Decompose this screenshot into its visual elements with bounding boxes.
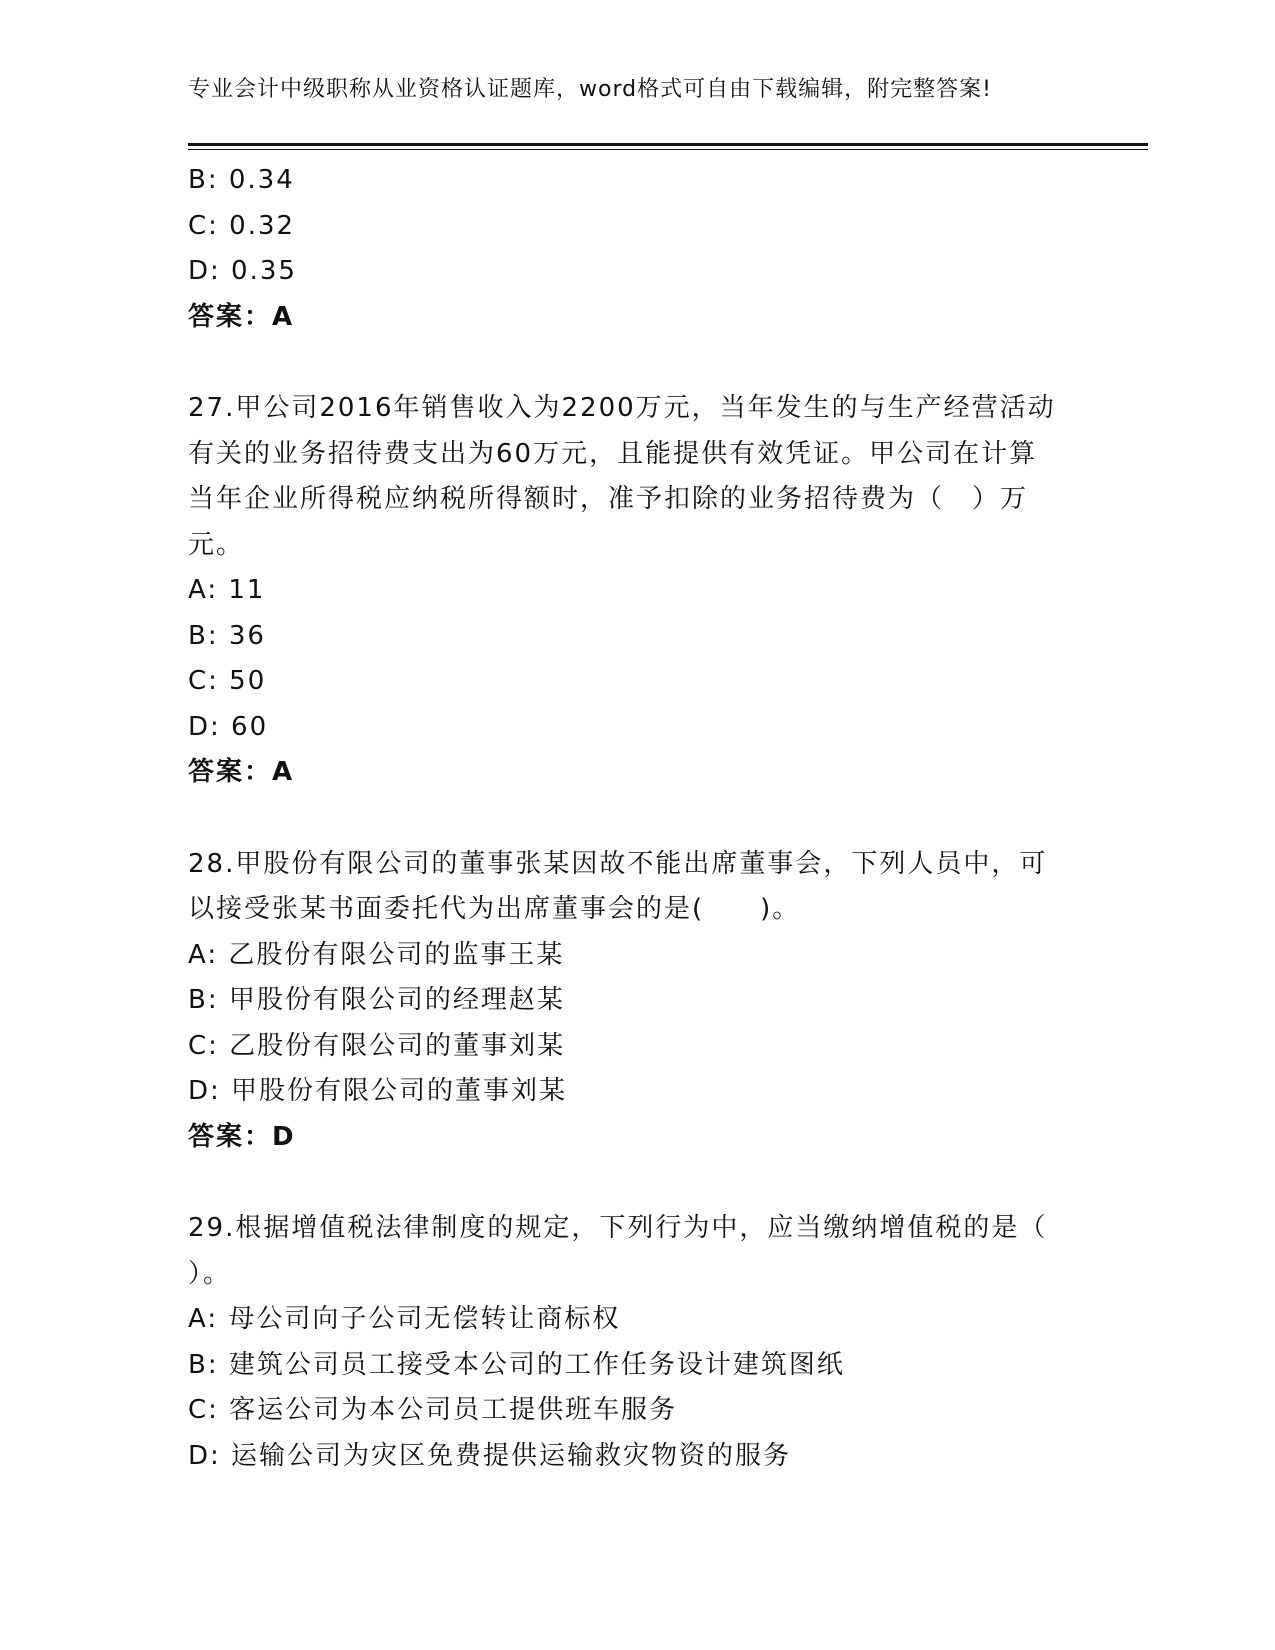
question-29 bbox=[188, 1206, 1088, 1479]
question-stem-line: 29.根据增值税法律制度的规定，下列行为中，应当缴纳增值税的是（ bbox=[188, 1213, 1048, 1243]
option-line: D: 运输公司为灾区免费提供运输救灾物资的服务 bbox=[188, 1440, 792, 1471]
option-line: B: 0.34 bbox=[188, 165, 295, 195]
page-header: 专业会计中级职称从业资格认证题库，word格式可自由下载编辑，附完整答案! bbox=[188, 77, 992, 102]
question-stem-line: 27.甲公司2016年销售收入为2200万元，当年发生的与生产经营活动 bbox=[188, 393, 1056, 423]
option-line: C: 客运公司为本公司员工提供班车服务 bbox=[188, 1395, 678, 1425]
option-line: A: 乙股份有限公司的监事王某 bbox=[188, 939, 565, 970]
question-gap bbox=[188, 1160, 1088, 1206]
question-stem-line: 28.甲股份有限公司的董事张某因故不能出席董事会，下列人员中，可 bbox=[188, 848, 1048, 879]
question-gap bbox=[188, 340, 1088, 386]
answer-line: 答案：A bbox=[188, 757, 295, 787]
option-line: A: 母公司向子公司无偿转让商标权 bbox=[188, 1304, 621, 1334]
header-rule-thick bbox=[188, 143, 1148, 146]
question-content bbox=[188, 158, 1088, 1479]
question-stem-line: 元。 bbox=[188, 529, 245, 560]
question-stem-line: 当年企业所得税应纳税所得额时，准予扣除的业务招待费为（ ）万 bbox=[188, 484, 1029, 514]
question-gap bbox=[188, 796, 1088, 842]
option-line: C: 50 bbox=[188, 666, 267, 696]
answer-line: 答案：D bbox=[188, 1121, 296, 1152]
option-line: B: 36 bbox=[188, 620, 266, 651]
option-line: B: 甲股份有限公司的经理赵某 bbox=[188, 985, 565, 1015]
question-stem-line: 有关的业务招待费支出为60万元，且能提供有效凭证。甲公司在计算 bbox=[188, 438, 1038, 469]
header-rule-thin bbox=[188, 149, 1148, 150]
option-line: D: 0.35 bbox=[188, 256, 297, 286]
option-line: D: 甲股份有限公司的董事刘某 bbox=[188, 1076, 568, 1106]
answer-line: 答案：A bbox=[188, 301, 295, 332]
option-line: D: 60 bbox=[188, 711, 269, 742]
question-stem-line: ）。 bbox=[188, 1258, 232, 1289]
question-27 bbox=[188, 386, 1088, 796]
option-line: C: 0.32 bbox=[188, 210, 296, 241]
option-line: B: 建筑公司员工接受本公司的工作任务设计建筑图纸 bbox=[188, 1349, 845, 1380]
option-line: C: 乙股份有限公司的董事刘某 bbox=[188, 1030, 566, 1061]
option-line: A: 11 bbox=[188, 575, 266, 605]
question-stem-line: 以接受张某书面委托代为出席董事会的是( )。 bbox=[188, 894, 801, 924]
question-28 bbox=[188, 842, 1088, 1161]
